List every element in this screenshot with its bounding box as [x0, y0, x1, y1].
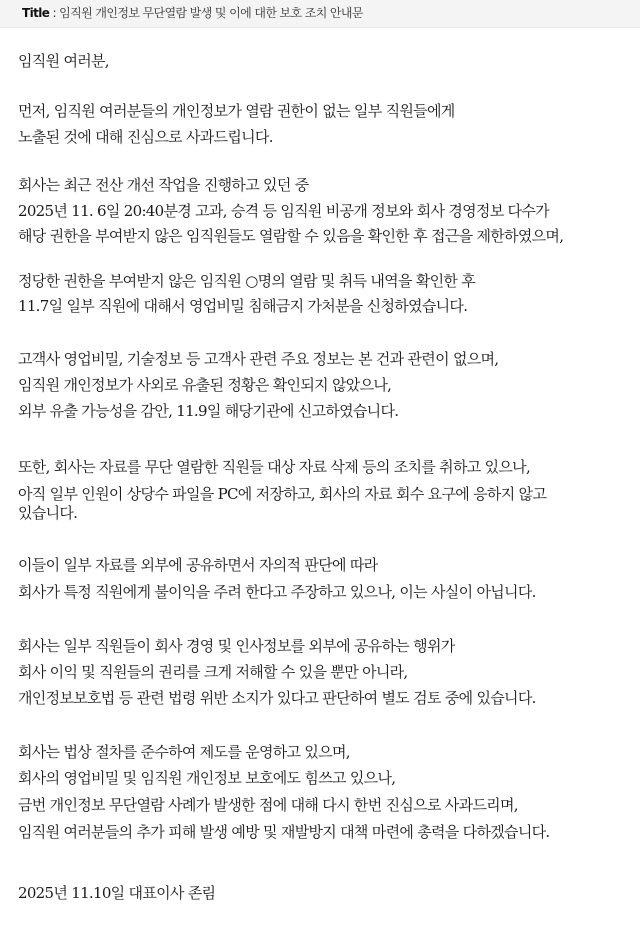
letter-line: 회사의 영업비밀 및 임직원 개인정보 보호에도 힘쓰고 있으나, — [18, 769, 396, 787]
letter-line: 회사 이익 및 직원들의 권리를 크게 저해할 수 있을 뿐만 아니라, — [18, 663, 408, 681]
letter-line: 2025년 11. 6일 20:40분경 고과, 승격 등 임직원 비공개 정보와 회사 경영정보 다수가 — [18, 202, 549, 220]
letter-line: 먼저, 임직원 여러분들의 개인정보가 열람 권한이 없는 일부 직원들에게 — [18, 102, 455, 120]
letter-line: 외부 유출 가능성을 감안, 11.9일 해당기관에 신고하였습니다. — [18, 402, 399, 420]
title-separator: : — [49, 6, 60, 20]
letter-line: 있습니다. — [18, 504, 78, 522]
title-label: Title — [22, 6, 50, 20]
title-bar — [0, 0, 640, 28]
letter-signature: 2025년 11.10일 대표이사 존림 — [18, 884, 216, 902]
letter-line: 개인정보보호법 등 관련 법령 위반 소지가 있다고 판단하여 별도 검토 중에 있습니다. — [18, 689, 536, 707]
letter-body — [0, 28, 640, 926]
letter-greeting: 임직원 여러분, — [18, 52, 109, 70]
letter-line: 11.7일 일부 직원에 대해서 영업비밀 침해금지 가처분을 신청하였습니다. — [18, 297, 468, 315]
letter-line: 회사는 일부 직원들이 회사 경영 및 인사정보를 외부에 공유하는 행위가 — [18, 637, 455, 655]
letter-line: 금번 개인정보 무단열람 사례가 발생한 점에 대해 다시 한번 진심으로 사과드리며, — [18, 796, 518, 814]
letter-line: 아직 일부 인원이 상당수 파일을 PC에 저장하고, 회사의 자료 회수 요구에 응하지 않고 — [18, 485, 547, 503]
letter-line: 회사가 특정 직원에게 불이익을 주려 한다고 주장하고 있으나, 이는 사실이 아닙니다. — [18, 583, 536, 601]
letter-line: 노출된 것에 대해 진심으로 사과드립니다. — [18, 128, 273, 146]
letter-line: 이들이 일부 자료를 외부에 공유하면서 자의적 판단에 따라 — [18, 556, 378, 574]
letter-line: 회사는 최근 전산 개선 작업을 진행하고 있던 중 — [18, 176, 309, 194]
letter-line: 정당한 권한을 부여받지 않은 임직원 ○명의 열람 및 취득 내역을 확인한 후 — [18, 272, 476, 290]
letter-line: 해당 권한을 부여받지 않은 임직원들도 열람할 수 있음을 확인한 후 접근을 제한하였으며, — [18, 227, 564, 245]
letter-line: 회사는 법상 절차를 준수하여 제도를 운영하고 있으며, — [18, 743, 350, 761]
letter-line: 또한, 회사는 자료를 무단 열람한 직원들 대상 자료 삭제 등의 조치를 취하고 있으나, — [18, 458, 531, 476]
page-title: 임직원 개인정보 무단열람 발생 및 이에 대한 보호 조치 안내문 — [59, 6, 363, 20]
letter-line: 임직원 개인정보가 사외로 유출된 정황은 확인되지 않았으나, — [18, 376, 392, 394]
letter-line: 임직원 여러분들의 추가 피해 발생 예방 및 재발방지 대책 마련에 총력을 다하겠습니다. — [18, 823, 550, 841]
letter-line: 고객사 영업비밀, 기술정보 등 고객사 관련 주요 정보는 본 건과 관련이 없으며, — [18, 350, 499, 368]
